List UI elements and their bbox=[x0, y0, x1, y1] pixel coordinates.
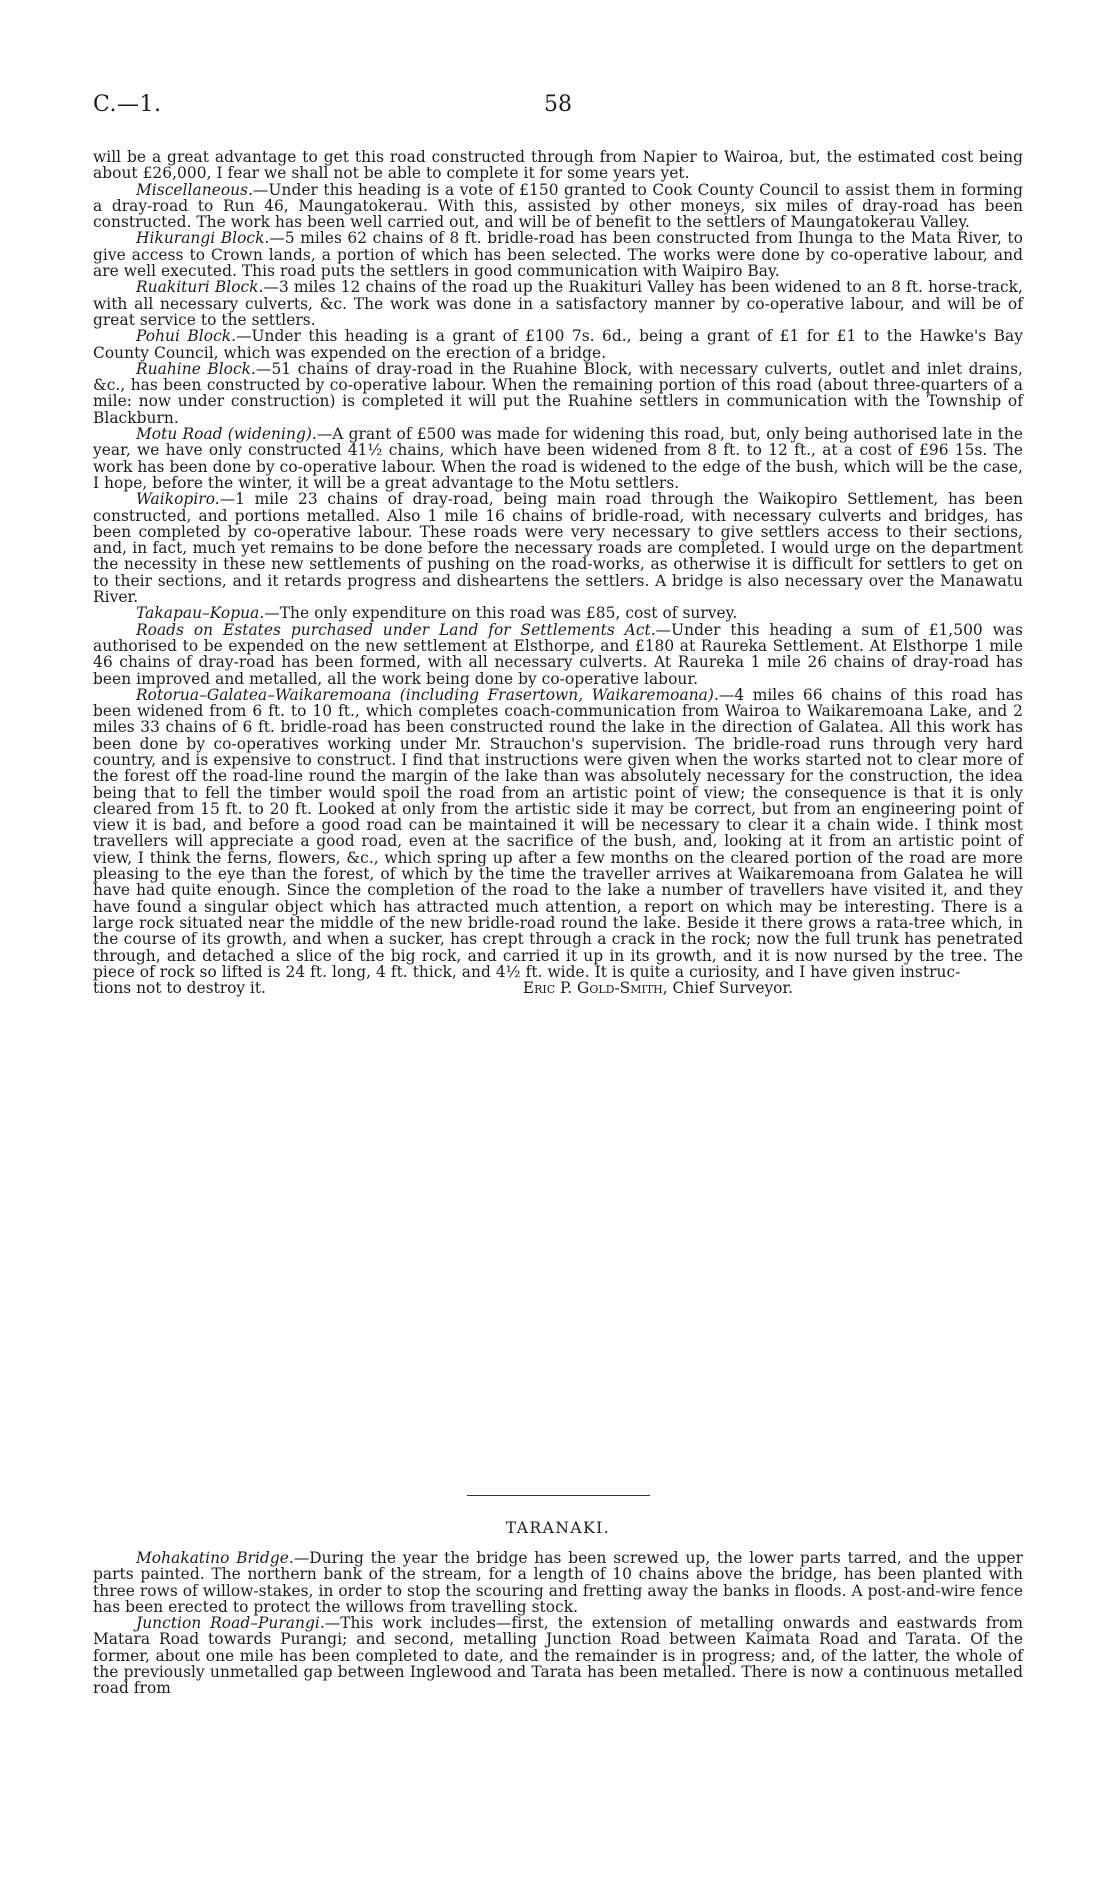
signature-name: Eric P. Gold-Smith bbox=[522, 979, 663, 998]
paragraph-heading: Pohui Block. bbox=[136, 327, 237, 346]
paragraph-pohui-block bbox=[93, 328, 1023, 361]
closing-text: tions not to destroy it. bbox=[93, 979, 266, 998]
paragraph-heading: Ruakituri Block. bbox=[136, 278, 264, 297]
signature-title: , Chief Surveyor. bbox=[662, 979, 793, 998]
paragraph-junction-road-purangi bbox=[93, 1615, 1023, 1696]
paragraph-mohakatino-bridge bbox=[93, 1550, 1023, 1615]
paragraph-text: —3 miles 12 chains of the road up the Ruakituri Valley has been widened to an 8 ft. horse-track, with all necessary culverts, &c. The work was done in a satisfactory manner by co-operative labour, and will be of great service to the settlers. bbox=[93, 278, 1023, 329]
paragraph-roads-on-estates bbox=[93, 622, 1023, 687]
paragraph-text: —4 miles 66 chains of this road has been widened from 6 ft. to 10 ft., which completes coach-communication from Wairoa to Waikaremoana Lake, and 2 miles 33 chains of 6 ft. bridle-road has been constructed round the lake in the direction of Galatea. All this work has been done by co-operatives working under Mr. Strauchon's supervision. The bridle-road runs through very hard country, and is expensive to construct. I find that instructions were given when the works started not to clear more of the forest off the road-line round the margin of the lake than was absolutely necessary for the construction, the idea being that to fell the timber would spoil the road from an artistic point of view; the consequence is that it is only cleared from 15 ft. to 20 ft. Looked at only from the artistic side it may be correct, but from an engineering point of view it is bad, and before a good road can be maintained it will be necessary to clear it a chain wide. I think most travellers will appreciate a good road, even at the sacrifice of the bush, and, looking at it from an artistic point of view, I think the ferns, flowers, &c., which spring up after a few months on the cleared portion of the road are more pleasing to the eye than the forest, of which by the time the traveller arrives at Waikaremoana from Galatea he will have had quite enough. Since the completion of the road to the lake a number of travellers have visited it, and they have found a singular object which has attracted much attention, a report on which may be interesting. There is a large rock situated near the middle of the new bridle-road round the lake. Beside it there grows a rata-tree which, in the course of its growth, and when a sucker, has crept through a crack in the rock; now the full trunk has penetrated through, and detached a slice of the big rock, and carried it up in its growth, and it is now nursed by the tree. The piece of rock so lifted is 24 ft. long, 4 ft. thick, and 4½ ft. wide. It is quite a curiosity, and I have given instruc- bbox=[93, 685, 1023, 981]
paragraph-heading: Waikopiro. bbox=[136, 490, 220, 509]
paragraph-heading: Miscellaneous. bbox=[136, 180, 254, 199]
paragraph-ruakituri-block bbox=[93, 279, 1023, 328]
paragraph-heading: Mohakatino Bridge. bbox=[136, 1549, 294, 1567]
paragraph-heading: Rotorua–Galatea–Waikaremoana (including Frasertown, Waikaremoana). bbox=[136, 685, 719, 704]
paragraph-heading: Takapau–Kopua. bbox=[136, 604, 265, 623]
page-number: 58 bbox=[544, 92, 572, 117]
section-hawkes-bay-roads bbox=[93, 149, 1023, 996]
paragraph-text: —This work includes—first, the extension of metalling onwards and eastwards from Matara Road towards Purangi; and second, metalling Junction Road between Kaimata Road and Tarata. Of the former, about one mile has been completed to date, and the remainder is in progress; and, of the latter, the whole of the previously unmetalled gap between Inglewood and Tarata has been metalled. There is now a continuous metalled road from bbox=[93, 1614, 1023, 1698]
paragraph-text: —5 miles 62 chains of 8 ft. bridle-road has been constructed from Ihunga to the Mata River, to give access to Crown lands, a portion of which has been selected. The works were done by co-operative labour, and are well executed. This road puts the settlers in good communication with Waipiro Bay. bbox=[93, 229, 1023, 281]
paragraph-heading: Roads on Estates purchased under Land for Settlements Act. bbox=[136, 620, 656, 639]
paragraph-text: —The only expenditure on this road was £85, cost of survey. bbox=[264, 604, 738, 623]
signature bbox=[523, 980, 793, 996]
signature-line bbox=[93, 980, 1023, 996]
paragraph-text: —Under this heading is a grant of £100 7s. 6d., being a grant of £1 for £1 to the Hawke's Bay County Council, which was expended on the erection of a bridge. bbox=[93, 327, 1023, 362]
paragraph-miscellaneous bbox=[93, 182, 1023, 231]
paragraph-text: —Under this heading is a vote of £150 granted to Cook County Council to assist them in forming a dray-road to Run 46, Maungatokerau. With this, assisted by other moneys, six miles of dray-road has been constructed. The work has been well carried out, and will be of benefit to the settlers of Maungatokerau Valley. bbox=[93, 180, 1023, 232]
paragraph-heading: Motu Road (widening). bbox=[136, 425, 317, 444]
paragraph-text: —A grant of £500 was made for widening this road, but, only being authorised late in the year, we have only constructed 41½ chains, which have been widened from 8 ft. to 12 ft., at a cost of £96 15s. The work has been done by co-operative labour. When the road is widened to the edge of the bush, which will be the case, I hope, before the winter, it will be a great advantage to the Motu settlers. bbox=[93, 425, 1023, 492]
section-divider bbox=[467, 1495, 650, 1496]
paragraph-takapau-kopua bbox=[93, 605, 1023, 621]
paragraph-hikurangi-block bbox=[93, 230, 1023, 279]
paragraph-text: —During the year the bridge has been screwed up, the lower parts tarred, and the upper parts painted. The northern bank of the stream, for a length of 10 chains above the bridge, has been planted with three rows of willow-stakes, in order to stop the scouring and fretting away the banks in floods. A post-and-wire fence has been erected to protect the willows from travelling stock. bbox=[93, 1549, 1023, 1616]
paragraph-text: —Under this heading a sum of £1,500 was authorised to be expended on the new settlement at Elsthorpe, and £180 at Raureka Settlement. At Elsthorpe 1 mile 46 chains of dray-road has been formed, with all necessary culverts. At Raureka 1 mile 26 chains of dray-road has been improved and metalled, all the work being done by co-operative labour. bbox=[93, 620, 1023, 688]
paragraph-waikopiro bbox=[93, 491, 1023, 605]
paragraph-rotorua-galatea-waikaremoana bbox=[93, 687, 1023, 980]
paragraph-ruahine-block bbox=[93, 361, 1023, 426]
paragraph-text: —51 chains of dray-road in the Ruahine Block, with necessary culverts, outlet and inlet drains, &c., has been constructed by co-operative labour. When the remaining portion of this road (about three-quarters of a mile: now under construction) is completed it will put the Ruahine settlers in communication with the Township of Blackburn. bbox=[93, 359, 1023, 427]
page-header bbox=[93, 92, 1023, 122]
paragraph-text: —1 mile 23 chains of dray-road, being main road through the Waikopiro Settlement, has been constructed, and portions metalled. Also 1 mile 16 chains of bridle-road, with necessary culverts and bridges, has been completed by co-operative labour. These roads were very necessary to give settlers access to their sections, and, in fact, much yet remains to be done before the necessary roads are completed. I would urge on the department the necessity in these new settlements of pushing on the road-works, as otherwise it is difficult for settlers to get on to their sections, and it retards progress and disheartens the settlers. A bridge is also necessary over the Manawatu River. bbox=[93, 490, 1023, 607]
paragraph-motu-road bbox=[93, 426, 1023, 491]
section-taranaki bbox=[93, 1550, 1023, 1697]
continuation-paragraph: will be a great advantage to get this road constructed through from Napier to Wairoa, but, the estimated cost being about £26,000, I fear we shall not be able to complete it for some years yet. bbox=[93, 148, 1023, 183]
section-title-taranaki: TARANAKI. bbox=[505, 1519, 611, 1537]
paragraph-heading: Hikurangi Block. bbox=[136, 229, 270, 248]
paragraph-heading: Ruahine Block. bbox=[136, 359, 256, 378]
paragraph-heading: Junction Road–Purangi. bbox=[136, 1614, 325, 1633]
document-reference: C.—1. bbox=[93, 92, 162, 117]
